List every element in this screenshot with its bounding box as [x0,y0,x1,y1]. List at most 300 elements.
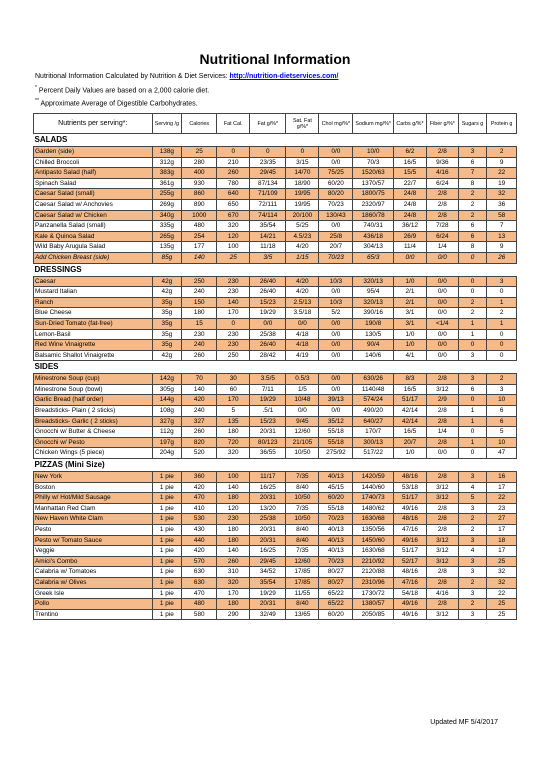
cell-chol: 0/0 [319,318,353,329]
cell-serving: 1 pie [152,567,182,578]
cell-fat-cal: 210 [217,157,250,168]
cell-chol: 65/22 [319,588,353,599]
cell-item-name: Pesto [34,525,153,536]
cell-calories: 890 [182,199,217,210]
cell-protein: 27 [487,514,517,525]
cell-serving: 1 pie [152,482,182,493]
cell-protein: 58 [487,210,517,221]
cell-protein: 17 [487,525,517,536]
cell-sugars: 4 [458,482,487,493]
cell-calories: 860 [182,189,217,200]
footnote-mark: * [35,85,37,91]
cell-fat: 28/42 [250,350,286,361]
cell-protein: 9 [487,242,517,253]
cell-item-name: Caesar [34,276,153,287]
cell-fat: 26/40 [250,276,286,287]
cell-sugars: 7 [458,168,487,179]
cell-fiber: 0/0 [426,276,458,287]
cell-serving: 1 pie [152,493,182,504]
cell-fat-cal: 250 [217,350,250,361]
cell-sodium: 1370/57 [353,178,394,189]
table-row [34,189,517,200]
cell-fiber: 4/16 [426,168,458,179]
cell-item-name: Manhattan Red Clam [34,503,153,514]
cell-carbs: 0/0 [393,252,426,263]
cell-fiber: 2/9 [426,395,458,406]
section-header-row [34,361,517,374]
cell-sodium: 90/4 [353,340,394,351]
cell-calories: 530 [182,514,217,525]
cell-carbs: 20/7 [393,437,426,448]
section-header-row [34,263,517,276]
cell-protein: 17 [487,546,517,557]
cell-chol: 40/13 [319,546,353,557]
cell-carbs: 22/7 [393,178,426,189]
cell-protein: 32 [487,577,517,588]
cell-sugars: 1 [458,329,487,340]
cell-fat-cal: 170 [217,588,250,599]
cell-fiber: 2/8 [426,189,458,200]
cell-item-name: Ranch [34,297,153,308]
cell-chol: 0/0 [319,350,353,361]
cell-chol: 35/12 [319,416,353,427]
cell-sugars: 3 [458,609,487,620]
cell-chol: 0/0 [319,340,353,351]
cell-fat-cal: 170 [217,395,250,406]
cell-sat-fat: 10/50 [286,514,319,525]
cell-fat-cal: 0 [217,147,250,158]
cell-protein: 32 [487,567,517,578]
cell-calories: 177 [182,242,217,253]
cell-carbs: 42/14 [393,406,426,417]
cell-fat: 19/29 [250,588,286,599]
cell-carbs: 49/16 [393,609,426,620]
cell-fat: 25/38 [250,514,286,525]
cell-item-name: Gnocchi w/ Butter & Cheese [34,427,153,438]
cell-item-name: Trentino [34,609,153,620]
cell-sugars: 0 [458,427,487,438]
cell-calories: 480 [182,599,217,610]
cell-item-name: Blue Cheese [34,308,153,319]
cell-serving: 383g [152,168,182,179]
cell-carbs: 54/18 [393,588,426,599]
cell-fat: 80/123 [250,437,286,448]
cell-fat-cal: 180 [217,427,250,438]
cell-sugars: 2 [458,577,487,588]
cell-chol: 75/25 [319,168,353,179]
cell-fiber: 2/8 [426,577,458,588]
cell-sat-fat: 14/70 [286,168,319,179]
cell-calories: 520 [182,448,217,459]
cell-calories: 140 [182,252,217,263]
table-row [34,448,517,459]
cell-carbs: 42/14 [393,416,426,427]
cell-chol: 0/0 [319,329,353,340]
cell-item-name: Mustard Italian [34,287,153,298]
cell-serving: 85g [152,252,182,263]
cell-protein: 0 [487,340,517,351]
cell-sat-fat: 10/48 [286,395,319,406]
page-title: Nutritional Information [199,51,351,67]
col-header-sodium: Sodium mg/%* [353,114,394,134]
cell-calories: 180 [182,308,217,319]
cell-carbs: 51/17 [393,395,426,406]
cell-serving: 1 pie [152,588,182,599]
cell-fat: 14/21 [250,231,286,242]
cell-serving: 35g [152,297,182,308]
cell-item-name: Pollo [34,599,153,610]
cell-sugars: 0 [458,448,487,459]
cell-chol: 40/13 [319,472,353,483]
cell-item-name: Kale & Quinoa Salad [34,231,153,242]
cell-protein: 25 [487,599,517,610]
cell-item-name: Chicken Wings (5 piece) [34,448,153,459]
cell-sat-fat: 21/105 [286,437,319,448]
cell-fat-cal: 180 [217,525,250,536]
cell-carbs: 48/16 [393,472,426,483]
table-row [34,503,517,514]
cell-sodium: 300/13 [353,437,394,448]
cell-fat: 29/45 [250,556,286,567]
cell-sugars: 8 [458,242,487,253]
cell-carbs: 4/1 [393,350,426,361]
cell-sat-fat: 0/0 [286,406,319,417]
cell-sat-fat: 4/18 [286,329,319,340]
cell-calories: 250 [182,276,217,287]
cell-fat: 16/25 [250,546,286,557]
cell-sodium: 2210/92 [353,556,394,567]
cell-fat-cal: 320 [217,221,250,232]
cell-item-name: Minestrone Soup (cup) [34,374,153,385]
table-row [34,178,517,189]
cell-calories: 240 [182,406,217,417]
section-title: SIDES [34,361,517,374]
table-row [34,308,517,319]
cell-item-name: Amici's Combo [34,556,153,567]
cell-calories: 480 [182,221,217,232]
cell-calories: 240 [182,287,217,298]
cell-fat-cal: 140 [217,297,250,308]
cell-chol: 0/0 [319,374,353,385]
cell-sodium: 574/24 [353,395,394,406]
cell-fat-cal: 5 [217,406,250,417]
cell-sat-fat: 19/95 [286,189,319,200]
cell-sat-fat: 8/40 [286,535,319,546]
cell-item-name: Wild Baby Arugula Salad [34,242,153,253]
cell-sat-fat: 12/60 [286,427,319,438]
cell-item-name: New Haven White Clam [34,514,153,525]
cell-fiber: 0/0 [426,287,458,298]
cell-calories: 420 [182,482,217,493]
cell-sodium: 390/16 [353,308,394,319]
cell-chol: 0/0 [319,406,353,417]
cell-fiber: 3/12 [426,556,458,567]
cell-fat-cal: 230 [217,276,250,287]
cell-sugars: 5 [458,493,487,504]
cell-protein: 10 [487,437,517,448]
cell-sat-fat: 18/90 [286,178,319,189]
cell-carbs: 2/1 [393,297,426,308]
table-header-row [34,114,517,134]
cell-fat: 36/55 [250,448,286,459]
cell-fiber: 0/0 [426,350,458,361]
table-row [34,350,517,361]
cell-protein: 3 [487,276,517,287]
cell-carbs: 16/5 [393,427,426,438]
cell-carbs: 51/17 [393,546,426,557]
nutrition-table [33,113,517,620]
cell-sat-fat: 8/40 [286,599,319,610]
cell-fat-cal: 60 [217,384,250,395]
intro-line-source [35,73,338,80]
cell-carbs: 49/16 [393,503,426,514]
cell-chol: 39/13 [319,395,353,406]
cell-fat-cal: 180 [217,535,250,546]
cell-protein: 22 [487,168,517,179]
cell-sugars: 0 [458,287,487,298]
cell-fiber: 6/24 [426,231,458,242]
section-header-row [34,459,517,472]
cell-protein: 18 [487,535,517,546]
cell-fat: 19/29 [250,395,286,406]
cell-serving: 340g [152,210,182,221]
cell-protein: 1 [487,318,517,329]
cell-chol: 10/3 [319,276,353,287]
cell-fat-cal: 170 [217,308,250,319]
cell-sugars: 3 [458,503,487,514]
cell-protein: 26 [487,252,517,263]
cell-serving: 135g [152,242,182,253]
cell-sugars: 0 [458,252,487,263]
cell-protein: 1 [487,297,517,308]
table-row [34,599,517,610]
cell-sat-fat: 3.5/18 [286,308,319,319]
cell-sugars: 1 [458,318,487,329]
cell-fat: 72/111 [250,199,286,210]
cell-sodium: 1440/60 [353,482,394,493]
cell-calories: 400 [182,168,217,179]
cell-sodium: 517/22 [353,448,394,459]
nutrition-services-link[interactable]: http://nutrition-dietservices.com/ [229,73,339,80]
updated-note: Updated MF 5/4/2017 [430,719,498,726]
cell-chol: 0/0 [319,384,353,395]
table-row [34,210,517,221]
cell-fiber: 2/8 [426,147,458,158]
section-title: DRESSINGS [34,263,517,276]
cell-carbs: 36/12 [393,221,426,232]
col-header-name: Nutrients per serving*: [34,114,153,134]
cell-sat-fat: 4/20 [286,287,319,298]
cell-sodium: 304/13 [353,242,394,253]
table-row [34,340,517,351]
cell-item-name: Breadsticks- Plain ( 2 sticks) [34,406,153,417]
cell-calories: 360 [182,472,217,483]
cell-sodium: 1630/68 [353,546,394,557]
section-header-row [34,134,517,147]
cell-sat-fat: 4/19 [286,350,319,361]
table-row [34,577,517,588]
cell-fiber: 2/8 [426,416,458,427]
cell-chol: 70/23 [319,556,353,567]
cell-item-name: Spinach Salad [34,178,153,189]
cell-fat: 35/54 [250,577,286,588]
cell-carbs: 49/16 [393,599,426,610]
cell-sugars: 3 [458,535,487,546]
cell-calories: 280 [182,157,217,168]
cell-item-name: Gnocchi w/ Pesto [34,437,153,448]
cell-sugars: 6 [458,231,487,242]
table-row [34,157,517,168]
table-row [34,437,517,448]
cell-item-name: Pesto w/ Tomato Sauce [34,535,153,546]
cell-fiber: 2/8 [426,472,458,483]
cell-sat-fat: 8/40 [286,525,319,536]
cell-calories: 70 [182,374,217,385]
cell-calories: 140 [182,384,217,395]
cell-item-name: Minestrone Soup (bowl) [34,384,153,395]
cell-protein: 7 [487,221,517,232]
cell-fat-cal: 100 [217,242,250,253]
cell-serving: 42g [152,287,182,298]
table-row [34,242,517,253]
cell-sodium: 1730/72 [353,588,394,599]
intro-line-carbs [35,98,198,107]
cell-serving: 197g [152,437,182,448]
cell-fiber: 2/8 [426,503,458,514]
cell-protein: 2 [487,308,517,319]
cell-fat-cal: 260 [217,556,250,567]
cell-sat-fat: 9/45 [286,416,319,427]
cell-sodium: 70/3 [353,157,394,168]
cell-protein: 17 [487,482,517,493]
cell-fat: 11/17 [250,472,286,483]
cell-fat: 13/20 [250,503,286,514]
cell-fat: 35/54 [250,221,286,232]
cell-sugars: 6 [458,221,487,232]
cell-calories: 470 [182,493,217,504]
cell-serving: 1 pie [152,599,182,610]
cell-serving: 42g [152,276,182,287]
cell-carbs: 1/0 [393,276,426,287]
cell-sat-fat: 3/15 [286,157,319,168]
cell-protein: 6 [487,406,517,417]
cell-chol: 40/13 [319,535,353,546]
cell-sugars: 3 [458,147,487,158]
cell-sat-fat: 12/60 [286,556,319,567]
col-header-calories: Calories [182,114,217,134]
cell-serving: 269g [152,199,182,210]
cell-item-name: Calabria w/ Tomatoes [34,567,153,578]
cell-carbs: 24/8 [393,210,426,221]
cell-calories: 327 [182,416,217,427]
cell-sodium: 10/0 [353,147,394,158]
cell-sodium: 2320/97 [353,199,394,210]
cell-serving: 35g [152,329,182,340]
cell-sodium: 65/3 [353,252,394,263]
table-body [34,134,517,620]
cell-fat: 0 [250,147,286,158]
cell-fiber: 2/8 [426,199,458,210]
footnote-mark: ** [35,98,39,104]
cell-sat-fat: 19/95 [286,199,319,210]
cell-item-name: Balsamic Shallot Vinaigrette [34,350,153,361]
cell-carbs: 1/0 [393,340,426,351]
cell-item-name: Caesar Salad w/ Chicken [34,210,153,221]
cell-fat: 74/114 [250,210,286,221]
cell-calories: 630 [182,567,217,578]
cell-calories: 25 [182,147,217,158]
cell-fat-cal: 140 [217,546,250,557]
cell-sugars: 2 [458,297,487,308]
cell-chol: 60/20 [319,178,353,189]
cell-sodium: 1480/62 [353,503,394,514]
cell-item-name: Chilled Broccoli [34,157,153,168]
cell-sugars: 0 [458,340,487,351]
cell-sat-fat: 0.5/3 [286,374,319,385]
cell-carbs: 3/1 [393,318,426,329]
table-row [34,221,517,232]
table-row [34,472,517,483]
col-header-sugars: Sugars g [458,114,487,134]
cell-fat-cal: 140 [217,482,250,493]
table-row [34,588,517,599]
col-header-fat: Fat g/%* [250,114,286,134]
cell-calories: 440 [182,535,217,546]
cell-serving: 312g [152,157,182,168]
cell-sugars: 1 [458,437,487,448]
cell-chol: 65/22 [319,599,353,610]
cell-serving: 1 pie [152,472,182,483]
cell-serving: 35g [152,308,182,319]
cell-sat-fat: 10/50 [286,448,319,459]
cell-serving: 255g [152,189,182,200]
cell-fiber: 3/12 [426,384,458,395]
cell-fat: 20/31 [250,493,286,504]
cell-serving: 144g [152,395,182,406]
cell-fiber: 0/0 [426,340,458,351]
cell-serving: 1 pie [152,609,182,620]
cell-fiber: 9/36 [426,157,458,168]
cell-fat: 23/35 [250,157,286,168]
cell-serving: 35g [152,340,182,351]
cell-sugars: 2 [458,599,487,610]
cell-calories: 410 [182,503,217,514]
cell-fat-cal: 720 [217,437,250,448]
cell-serving: 1 pie [152,556,182,567]
cell-sat-fat: 7/35 [286,503,319,514]
cell-carbs: 47/16 [393,525,426,536]
cell-carbs: 11/4 [393,242,426,253]
cell-fat: 25/38 [250,329,286,340]
cell-sugars: 0 [458,276,487,287]
cell-calories: 420 [182,395,217,406]
cell-calories: 254 [182,231,217,242]
table-row [34,395,517,406]
cell-fiber: 1/4 [426,427,458,438]
cell-protein: 0 [487,287,517,298]
cell-sat-fat: 0 [286,147,319,158]
cell-sat-fat: 7/35 [286,472,319,483]
cell-fat-cal: 0 [217,318,250,329]
cell-calories: 430 [182,525,217,536]
cell-chol: 70/23 [319,199,353,210]
cell-fiber: 0/0 [426,329,458,340]
cell-sugars: 8 [458,178,487,189]
cell-fat: 34/52 [250,567,286,578]
cell-sugars: 3 [458,350,487,361]
cell-sugars: 3 [458,374,487,385]
cell-serving: 138g [152,147,182,158]
